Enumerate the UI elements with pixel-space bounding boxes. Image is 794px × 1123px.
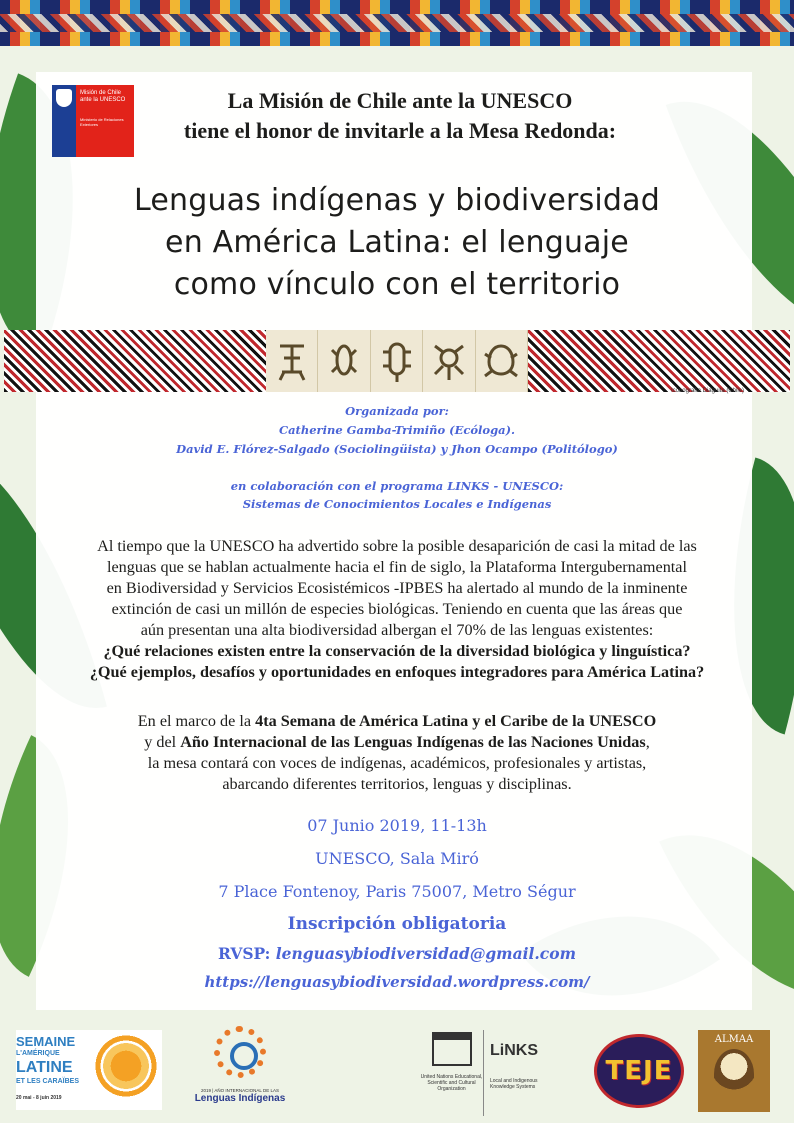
semaine-l3: LATINE (16, 1059, 73, 1076)
intro-line4: extinción de casi un millón de especies biológicas. Teniendo en cuenta que las áreas que (111, 600, 683, 618)
invitation-line2: tiene el honor de invitarle a la Mesa Redonda: (183, 118, 617, 143)
links-label: LiNKS (490, 1042, 538, 1059)
organizers-label: Organizada por: (345, 404, 449, 418)
glyph-frog-icon (476, 330, 528, 392)
context-line2-a: y del (144, 733, 181, 751)
intro-line3: en Biodiversidad y Servicios Ecosistémicos -IPBES ha alertado al mundo de la inminente (106, 579, 688, 597)
organizers-line1: Catherine Gamba-Trimiño (Ecóloga). (278, 423, 516, 437)
question-1: ¿Qué relaciones existen entre la conservación de la diversidad biológica y linguística? (103, 642, 691, 660)
glyph-creature-icon (423, 330, 475, 392)
event-date: 07 Junio 2019, 11-13h (307, 816, 487, 835)
logo-line2: Ministerio de Relaciones Exteriores (80, 117, 124, 128)
logo-line1: Misión de Chile ante la UNESCO (80, 90, 126, 104)
context-line1-b: 4ta Semana de América Latina y el Caribe de la UNESCO (255, 712, 657, 730)
ring-icon (214, 1026, 266, 1078)
intro-line2: lenguas que se hablan actualmente hacia el fin de siglo, la Plataforma Intergubernamental (107, 558, 687, 576)
indig-line1: 2019 | AÑO INTERNACIONAL DE LAS (200, 1088, 280, 1093)
indigenous-languages-year-logo (190, 1026, 290, 1118)
unesco-links-logo (420, 1030, 550, 1116)
context-line4: abarcando diferentes territorios, lenguas y disciplinas. (222, 775, 572, 793)
event-address: 7 Place Fontenoy, Paris 75007, Metro Ségur (218, 882, 576, 901)
glyph-strip (266, 330, 528, 392)
partner-logos (0, 1018, 794, 1123)
context-line3: la mesa contará con voces de indígenas, académicos, profesionales y artistas, (147, 754, 647, 772)
website-link[interactable]: https://lenguasybiodiversidad.wordpress.com/ (204, 973, 590, 991)
glyph-reptile-icon (371, 330, 423, 392)
chile-star-icon (52, 85, 76, 157)
pattern-right (528, 330, 790, 392)
iconography-caption: Iconografía Diaguita (Chile) (670, 388, 744, 394)
registration-notice: Inscripción obligatoria (287, 914, 507, 934)
glyph-lizard-icon (318, 330, 370, 392)
rsvp-label: RVSP: (218, 944, 276, 963)
intro-line5: aún presentan una alta biodiversidad albergan el 70% de las lenguas existentes: (140, 621, 654, 639)
chile-mission-logo (52, 85, 134, 157)
semaine-l2: L'AMÉRIQUE (16, 1050, 60, 1057)
collaboration-line1: en colaboración con el programa LINKS - UNESCO: (230, 479, 564, 493)
context-line2-b: Año Internacional de las Lenguas Indígenas de las Naciones Unidas (180, 733, 646, 751)
unesco-org-name: United Nations Educational, Scientific and Cultural Organization (420, 1074, 483, 1092)
context-line2-c: , (645, 733, 650, 751)
glyph-figure-icon (266, 330, 318, 392)
rsvp-email-link[interactable]: lenguasybiodiversidad@gmail.com (275, 944, 576, 963)
intro-paragraph (44, 536, 750, 683)
context-line2 (60, 732, 734, 753)
semaine-dates: 20 mai - 8 juin 2019 (16, 1095, 62, 1101)
organizers-line2: David E. Flórez-Salgado (Sociolingüista) y Jhon Ocampo (Politólogo) (176, 442, 618, 456)
diaguita-iconography-band (4, 330, 790, 392)
semaine-amerique-latine-logo (16, 1030, 162, 1110)
rsvp-line (100, 944, 694, 963)
title-line2: en América Latina: el lenguaje (165, 225, 629, 260)
invitation-line1: La Misión de Chile ante la UNESCO (227, 88, 573, 113)
unesco-temple-icon (432, 1032, 472, 1066)
semaine-l4: ET LES CARAÏBES (16, 1078, 80, 1085)
links-desc: Local and Indigenous Knowledge Systems (490, 1078, 538, 1090)
context-line1-a: En el marco de la (137, 712, 256, 730)
tree-icon (714, 1049, 754, 1099)
title-line3: como vínculo con el territorio (173, 267, 621, 302)
intro-line1: Al tiempo que la UNESCO ha advertido sobre la posible desaparición de casi la mitad de las (97, 537, 697, 555)
top-decorative-band (0, 0, 794, 46)
indig-line2: Lenguas Indígenas (194, 1093, 286, 1104)
pattern-left (4, 330, 266, 392)
sun-icon (90, 1030, 162, 1102)
almaa-logo (698, 1030, 770, 1112)
context-line1 (60, 711, 734, 732)
teje-label: TEJE (605, 1056, 673, 1086)
almaa-label: ALMAA (714, 1034, 754, 1045)
event-venue: UNESCO, Sala Miró (315, 849, 479, 868)
title-line1: Lenguas indígenas y biodiversidad (133, 183, 661, 218)
semaine-l1: SEMAINE (16, 1034, 76, 1049)
collaboration-line2: Sistemas de Conocimientos Locales e Indígenas (242, 497, 552, 511)
question-2: ¿Qué ejemplos, desafíos y oportunidades en enfoques integradores para América Latina? (89, 663, 705, 681)
context-paragraph (60, 711, 734, 795)
teje-logo (594, 1034, 684, 1108)
event-title (90, 180, 704, 306)
